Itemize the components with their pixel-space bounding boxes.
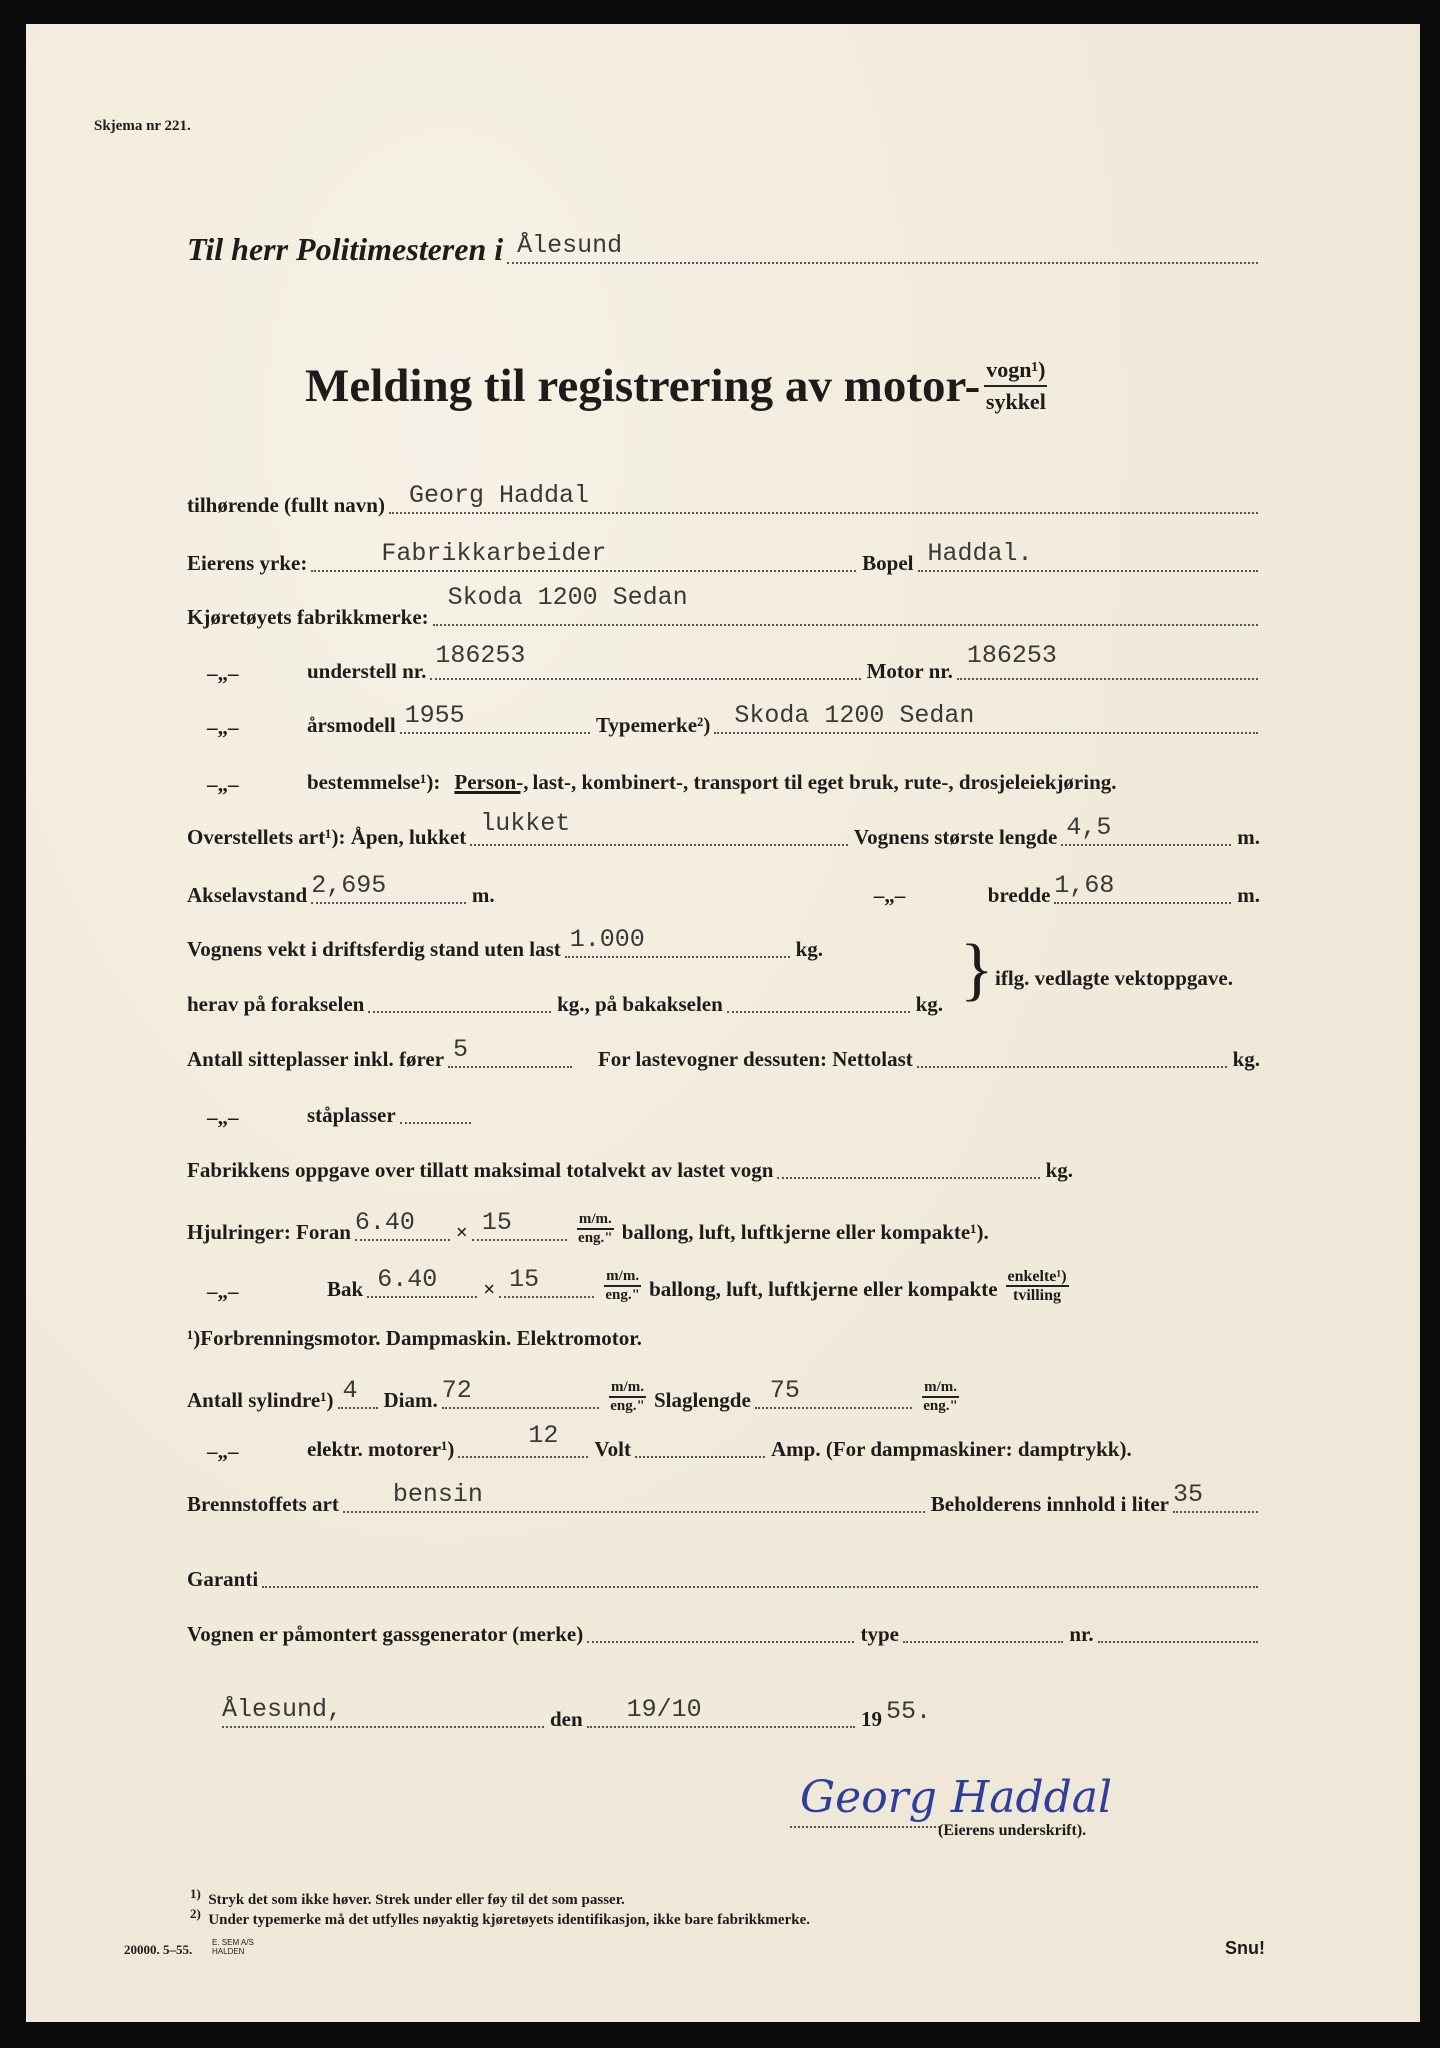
tyres-mm: m/m. [922, 1379, 959, 1398]
form-row [187, 757, 1264, 797]
form-row [187, 1034, 1264, 1074]
purpose-label: bestemmelse¹): [307, 770, 441, 794]
max_weight-label: Fabrikkens oppgave over tillatt maksimal totalvekt av lastet vogn [187, 1158, 774, 1182]
gas-nr-field[interactable] [1098, 1611, 1258, 1643]
seats-label: Antall sitteplasser inkl. fører [187, 1047, 445, 1071]
net-load-field[interactable] [917, 1036, 1227, 1068]
ditto: –„– [207, 1105, 239, 1129]
make-label: Kjøretøyets fabrikkmerke: [187, 605, 429, 629]
occupation-field[interactable] [311, 540, 856, 572]
width-field[interactable] [1054, 872, 1231, 904]
warranty-field[interactable] [262, 1556, 1258, 1588]
form-row [187, 700, 1264, 740]
form-text [604, 1268, 641, 1304]
type-field[interactable] [714, 702, 1258, 734]
chassis-field[interactable] [430, 641, 860, 680]
length-field[interactable] [1061, 814, 1231, 846]
occupation-label: Eierens yrke: [187, 551, 308, 575]
fuel-tank: 35 [1173, 1480, 1204, 1509]
wheelbase-value: 2,695 [311, 871, 387, 900]
engine_types: ¹)Forbrenningsmotor. Dampmaskin. Elektromotor. [187, 1326, 642, 1350]
tyres-eng: eng." [578, 1230, 613, 1246]
form-text [984, 355, 1047, 417]
form-row [187, 641, 1264, 686]
seats-unit: kg. [1232, 1047, 1260, 1071]
print_info-printer: E. SEM A/S [212, 1938, 254, 1947]
owner-value: Georg Haddal [408, 481, 589, 510]
occupation-residence: Haddal. [927, 539, 1033, 568]
body-label: Overstellets art¹): Åpen, lukket [187, 825, 467, 849]
cylinders-field[interactable] [338, 1377, 378, 1409]
footnotes-0: Stryk det som ikke høver. Strek under eller føy til det som passer. [208, 1892, 625, 1908]
front-axle-field[interactable] [368, 981, 551, 1013]
tyres-eng: eng." [610, 1398, 645, 1414]
tyres-front_b: 15 [481, 1208, 512, 1237]
tyres-eng: eng." [605, 1287, 640, 1303]
cylinders-label: Antall sylindre¹) [187, 1388, 334, 1412]
chassis-motor: 186253 [966, 641, 1057, 670]
volt-field[interactable] [635, 1426, 765, 1458]
title-frac_bottom: sykkel [985, 389, 1046, 414]
motor-number-field[interactable] [957, 641, 1258, 680]
model_year-type_label: Typemerke²) [595, 713, 711, 737]
ditto: –„– [207, 1279, 239, 1303]
print-run: 20000. 5–55. [124, 1942, 193, 1957]
fuel-label: Brennstoffets art [187, 1492, 339, 1516]
gas-type-field[interactable] [903, 1611, 1063, 1643]
occupation-value: Fabrikkarbeider [381, 539, 607, 568]
electric-amp: Amp. (For dampmaskiner: damptrykk). [770, 1437, 1132, 1461]
date-field[interactable] [587, 1696, 855, 1728]
weight-rear_unit: kg. [915, 992, 943, 1016]
tyres-mm: m/m. [609, 1379, 646, 1398]
form-row [187, 979, 947, 1019]
tyres-eng: eng." [923, 1398, 958, 1414]
ditto: –„– [207, 661, 239, 685]
tyres-front_a: 6.40 [354, 1208, 415, 1237]
addressee-label: Til herr Politimesteren i [187, 231, 504, 267]
warranty-label: Garanti [187, 1567, 259, 1591]
chassis-motor_label: Motor nr. [866, 659, 953, 683]
weight-front_unit: kg., på bakakselen [557, 992, 723, 1016]
model_year-value: 1955 [404, 701, 465, 730]
wheelbase-unit: m. [471, 883, 495, 907]
form-row [187, 1256, 1264, 1304]
fuel-value: bensin [392, 1480, 483, 1509]
gas-nr: nr. [1069, 1622, 1094, 1646]
fuel-field[interactable] [343, 1481, 925, 1513]
form-row [222, 1694, 942, 1734]
owner-signature: Georg Haddal [800, 1772, 1113, 1823]
cylinders-diam_label: Diam. [383, 1388, 438, 1412]
tyres-rear_text: ballong, luft, luftkjerne eller kompakte [649, 1277, 998, 1301]
gas-generator-field[interactable] [587, 1611, 854, 1643]
electric-volt: Volt [594, 1437, 631, 1461]
body-value: lukket [480, 809, 571, 838]
tyres-rear_a: 6.40 [377, 1265, 438, 1294]
weight-value: 1.000 [569, 925, 645, 954]
form-row [187, 809, 1264, 852]
wheelbase-width_label: bredde [987, 883, 1051, 907]
footnotes-1: Under typemerke må det utfylles nøyaktig kjøretøyets identifikasjon, ikke bare fabrikkmerke. [208, 1912, 810, 1928]
form-text [1006, 1268, 1069, 1304]
form-text [922, 1379, 959, 1415]
form-row [187, 870, 1264, 910]
printer [212, 1938, 254, 1956]
standing-field[interactable] [400, 1092, 471, 1124]
addressee-field[interactable] [507, 232, 1258, 264]
ditto: –„– [207, 1439, 239, 1463]
tyres-mm: m/m. [604, 1268, 641, 1287]
gas-label: Vognen er påmontert gassgenerator (merke) [187, 1622, 584, 1646]
tyres-rear_b: 15 [509, 1265, 540, 1294]
diameter-field[interactable] [442, 1377, 599, 1409]
fuel-tank_label: Beholderens innhold i liter [930, 1492, 1169, 1516]
weight-label: Vognens vekt i driftsferdig stand uten last [187, 937, 561, 961]
tyres-single: enkelte¹) [1007, 1268, 1067, 1285]
purpose-rest: last-, kombinert-, transport til eget bruk, rute-, drosjeleiekjøring. [532, 770, 1117, 794]
tyres-x: × [455, 1220, 468, 1244]
title-main: Melding til registrering av motor- [305, 360, 981, 412]
signature-caption: (Eierens underskrift). [938, 1822, 1087, 1839]
body-length: 4,5 [1066, 813, 1112, 842]
seats-cargo_label: For lastevogner dessuten: Nettolast [597, 1047, 913, 1071]
ditto: –„– [873, 883, 906, 907]
addressee-row [187, 220, 1264, 270]
model-year-field[interactable] [400, 702, 590, 734]
year-field[interactable] [886, 1698, 936, 1728]
owner-name-field[interactable] [389, 482, 1258, 514]
purpose-selected[interactable]: Person-, [454, 770, 529, 794]
rear-tyre-rim[interactable] [499, 1266, 594, 1298]
weight-front_label: herav på forakselen [187, 992, 365, 1016]
tyres-label: Hjulringer: Foran [187, 1220, 351, 1244]
tyres-x: × [483, 1277, 496, 1301]
ditto: –„– [207, 772, 239, 796]
footnote-1: 1) Stryk det som ikke høver. Strek under eller føy til det som passer. [190, 1886, 625, 1908]
form-row [187, 1554, 1264, 1594]
chassis-label: understell nr. [307, 659, 427, 683]
form-row [187, 1313, 1264, 1353]
max-weight-field[interactable] [777, 1147, 1039, 1179]
max_weight-unit: kg. [1045, 1158, 1073, 1182]
weight-unit: kg. [795, 937, 823, 961]
front-tyre-width[interactable] [355, 1209, 450, 1241]
tyres-rear_label: Bak [327, 1277, 364, 1301]
place-field[interactable] [222, 1696, 544, 1728]
stroke-field[interactable] [755, 1377, 912, 1409]
model_year-type: Skoda 1200 Sedan [734, 701, 975, 730]
owner-label: tilhørende (fullt navn) [187, 493, 385, 517]
form-text [609, 1379, 646, 1415]
electric-motors-field[interactable] [458, 1421, 588, 1458]
seats-field[interactable] [448, 1036, 572, 1068]
form-row [187, 1090, 477, 1130]
body-unit: m. [1237, 883, 1260, 907]
cylinders-stroke_label: Slaglengde [653, 1388, 751, 1412]
addressee-value: Ålesund [517, 231, 623, 260]
front-tyre-rim[interactable] [472, 1209, 567, 1241]
tyres-front_text: ballong, luft, luftkjerne eller kompakte¹). [621, 1220, 989, 1244]
form-row [187, 924, 827, 964]
residence-field[interactable] [918, 540, 1259, 572]
form-text: } [960, 931, 994, 1008]
occupation-residence_label: Bopel [862, 551, 914, 575]
model_year-label: årsmodell [307, 713, 396, 737]
make-value: Skoda 1200 Sedan [447, 583, 688, 612]
form-row [187, 538, 1264, 578]
form-text [577, 1211, 614, 1247]
tank-field[interactable] [1173, 1481, 1258, 1513]
weight-note: iflg. vedlagte vektoppgave. [995, 966, 1233, 990]
gas-type: type [860, 1622, 899, 1646]
rear-axle-field[interactable] [727, 981, 910, 1013]
wheelbase-label: Akselavstand [187, 883, 308, 907]
cylinders-value: 4 [342, 1376, 358, 1405]
body-field[interactable] [470, 809, 848, 846]
standing-label: ståplasser [307, 1103, 396, 1127]
form-row [187, 1145, 1077, 1185]
form-title [305, 355, 1055, 417]
seats-value: 5 [453, 1035, 469, 1064]
rear-tyre-width[interactable] [367, 1266, 477, 1298]
form-row [187, 1367, 967, 1415]
date-den: den [549, 1707, 583, 1731]
cylinders-diam: 72 [441, 1376, 472, 1405]
form-row [187, 1479, 1264, 1519]
date-day: 19/10 [626, 1695, 702, 1724]
tyres-twin: tvilling [1013, 1287, 1062, 1304]
form-row [187, 480, 1264, 520]
form-number: Skjema nr 221. [94, 118, 191, 134]
date-place: Ålesund, [222, 1695, 343, 1724]
footnote-2: 2) Under typemerke må det utfylles nøyaktig kjøretøyets identifikasjon, ikke bare fabrikkmerke. [190, 1906, 810, 1928]
date-year_prefix: 19 [861, 1707, 882, 1731]
electric-label: elektr. motorer¹) [307, 1437, 455, 1461]
form-row [187, 1421, 1177, 1464]
wheelbase-field[interactable] [311, 872, 466, 904]
turn-over-note: Snu! [1225, 1938, 1265, 1958]
tyres-mm: m/m. [577, 1211, 614, 1230]
date-year: 55. [886, 1697, 932, 1726]
make-field[interactable] [433, 583, 1258, 626]
wheelbase-width: 1,68 [1054, 871, 1115, 900]
cylinders-stroke: 75 [769, 1376, 800, 1405]
title-frac_top: vogn¹) [984, 355, 1047, 387]
form-row [187, 1609, 1264, 1649]
weight-field[interactable] [565, 926, 790, 958]
electric-value: 12 [528, 1421, 559, 1450]
body-unit: m. [1237, 825, 1260, 849]
body-length_label: Vognens største lengde [853, 825, 1058, 849]
chassis-value: 186253 [435, 641, 526, 670]
ditto: –„– [207, 715, 239, 739]
print_info-city: HALDEN [212, 1947, 245, 1956]
form-row [187, 583, 1264, 632]
form-row [187, 1199, 1264, 1247]
